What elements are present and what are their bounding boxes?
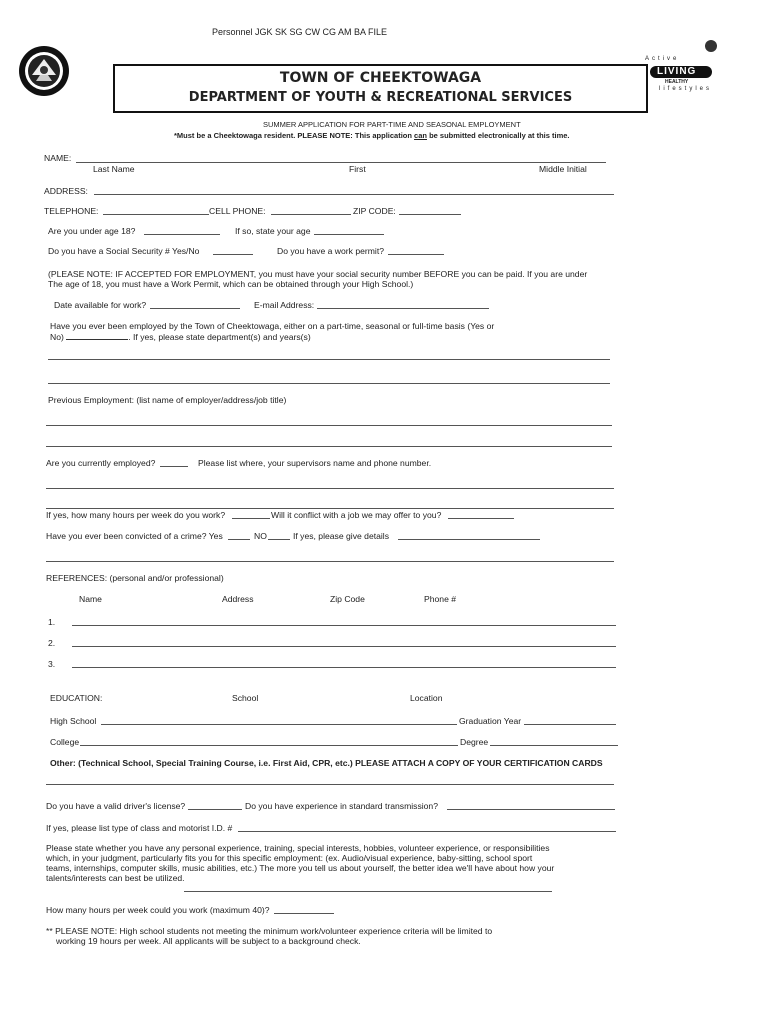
hours-per-week-question: If yes, how many hours per week do you work? <box>46 510 226 520</box>
ref-number-2: 2. <box>48 638 56 648</box>
last-name-caption: Last Name <box>93 164 135 174</box>
middle-initial-caption: Middle Initial <box>539 164 587 174</box>
telephone-label: TELEPHONE: <box>44 206 99 216</box>
cell-phone-label: CELL PHONE: <box>209 206 266 216</box>
date-available-field[interactable] <box>150 308 240 309</box>
currently-employed-field[interactable] <box>160 466 188 467</box>
transmission-question: Do you have experience in standard transmission? <box>245 801 438 811</box>
drivers-license-field[interactable] <box>188 809 242 810</box>
degree-label: Degree <box>460 737 489 747</box>
college-label: College <box>50 737 80 747</box>
graduation-year-field[interactable] <box>524 724 616 725</box>
crime-details-label: If yes, please give details <box>293 531 390 541</box>
ref-col-zip: Zip Code <box>330 594 365 604</box>
header-subtitle: SUMMER APPLICATION FOR PART-TIME AND SEASONAL EMPLOYMENT <box>263 120 521 129</box>
experience-prompt-2: which, in your judgment, particularly fits you for this specific employment: (ex. Audio/visual experience, baby-sitting, school sport <box>46 853 533 863</box>
education-label: EDUCATION: <box>50 693 103 703</box>
header-note-can: can <box>414 131 427 140</box>
experience-prompt-3: teams, internships, computer skills, music abilities, etc.) The more you tell us about yourself, the better idea we'll have about how your <box>46 863 555 873</box>
email-label: E-mail Address: <box>254 300 315 310</box>
reference-1-field[interactable] <box>72 625 616 626</box>
under-18-question: Are you under age 18? <box>48 226 136 236</box>
motorist-id-field[interactable] <box>238 831 616 832</box>
town-employment-question-2 <box>50 331 311 342</box>
routing-codes: Personnel JGK SK SG CW CG AM BA FILE <box>212 27 388 37</box>
ssn-question: Do you have a Social Security # Yes/No <box>48 246 200 256</box>
ssn-field[interactable] <box>213 254 253 255</box>
supervisor-line-1[interactable] <box>46 488 614 489</box>
degree-field[interactable] <box>490 745 618 746</box>
graduation-year-label: Graduation Year <box>459 716 522 726</box>
college-field[interactable] <box>80 745 458 746</box>
name-label: NAME: <box>44 153 72 163</box>
experience-prompt-1: Please state whether you have any personal experience, training, special interests, hobbies, volunteer experience, or responsibilities <box>46 843 550 853</box>
work-permit-question: Do you have a work permit? <box>277 246 384 256</box>
town-employment-no: No) <box>50 332 64 342</box>
transmission-field[interactable] <box>447 809 615 810</box>
date-available-label: Date available for work? <box>54 300 147 310</box>
header-note <box>174 131 570 140</box>
crime-details-line[interactable] <box>46 561 614 562</box>
high-school-label: High School <box>50 716 97 726</box>
telephone-field[interactable] <box>103 214 209 215</box>
address-field[interactable] <box>94 194 614 195</box>
conflict-field[interactable] <box>448 518 514 519</box>
location-column-label: Location <box>410 693 443 703</box>
currently-employed-question: Are you currently employed? <box>46 458 156 468</box>
town-employment-line-2[interactable] <box>48 383 610 384</box>
zip-code-label: ZIP CODE: <box>353 206 396 216</box>
other-certification-label: Other: (Technical School, Special Training Course, i.e. First Aid, CPR, etc.) PLEASE ATTACH A COPY OF YOUR CERTIFICATION CARDS <box>50 758 603 768</box>
town-seal-logo <box>18 45 70 97</box>
town-employment-field[interactable] <box>66 331 128 340</box>
final-note-line-2: working 19 hours per week. All applicants will be subject to a background check. <box>56 936 361 946</box>
ref-col-phone: Phone # <box>424 594 457 604</box>
header-note-pre: *Must be a Cheektowaga resident. PLEASE NOTE: This application <box>174 131 415 140</box>
conflict-question: Will it conflict with a job we may offer to you? <box>271 510 442 520</box>
motorist-id-question: If yes, please list type of class and motorist I.D. # <box>46 823 233 833</box>
name-field[interactable] <box>76 162 606 163</box>
ref-number-3: 3. <box>48 659 56 669</box>
reference-2-field[interactable] <box>72 646 616 647</box>
town-employment-question-1: Have you ever been employed by the Town of Cheektowaga, either on a part-time, seasonal or full-time basis (Yes or <box>50 321 495 331</box>
previous-employment-line-2[interactable] <box>46 446 612 447</box>
header-note-post: be submitted electronically at this time. <box>426 131 570 140</box>
previous-employment-label: Previous Employment: (list name of employer/address/job title) <box>48 395 287 405</box>
supervisor-label: Please list where, your supervisors name and phone number. <box>198 458 432 468</box>
reference-3-field[interactable] <box>72 667 616 668</box>
previous-employment-line-1[interactable] <box>46 425 612 426</box>
ssn-note-line-2: The age of 18, you must have a Work Permit, which can be obtained through your High School.) <box>48 279 414 289</box>
town-employment-details: . If yes, please state department(s) and years(s) <box>128 332 311 342</box>
cell-phone-field[interactable] <box>271 214 351 215</box>
header-title-town: TOWN OF CHEEKTOWAGA <box>279 70 482 86</box>
other-certification-field[interactable] <box>46 784 614 785</box>
drivers-license-question: Do you have a valid driver's license? <box>46 801 186 811</box>
crime-no-label: NO <box>254 531 267 541</box>
crime-no-field[interactable] <box>268 539 290 540</box>
hours-per-week-field[interactable] <box>232 518 270 519</box>
experience-prompt-4: talents/interests can best be utilized. <box>46 873 185 883</box>
ref-number-1: 1. <box>48 617 56 627</box>
age-field[interactable] <box>314 234 384 235</box>
logo-text-lifestyles: lifestyles <box>659 86 713 92</box>
ref-col-address: Address <box>222 594 254 604</box>
header-title-department: DEPARTMENT OF YOUTH & RECREATIONAL SERVICES <box>188 90 573 105</box>
references-label: REFERENCES: (personal and/or professional) <box>46 573 224 583</box>
crime-yes-field[interactable] <box>228 539 250 540</box>
header-box <box>113 64 648 113</box>
zip-code-field[interactable] <box>399 214 461 215</box>
high-school-field[interactable] <box>101 724 457 725</box>
hours-could-work-question: How many hours per week could you work (maximum 40)? <box>46 905 270 915</box>
supervisor-line-2[interactable] <box>46 508 614 509</box>
logo-text-healthy: HEALTHY <box>665 79 689 85</box>
crime-question: Have you ever been convicted of a crime? Yes <box>46 531 223 541</box>
ref-col-name: Name <box>79 594 102 604</box>
age-label: If so, state your age <box>235 226 311 236</box>
logo-text-living: LIVING <box>657 66 697 77</box>
logo-text-active: Active <box>645 56 680 62</box>
email-field[interactable] <box>317 308 489 309</box>
hours-could-work-field[interactable] <box>274 913 334 914</box>
under-18-field[interactable] <box>144 234 220 235</box>
ssn-note-line-1: (PLEASE NOTE: IF ACCEPTED FOR EMPLOYMENT, you must have your social security number BEFORE you can be paid. If you are under <box>48 269 588 279</box>
active-living-logo <box>643 38 723 96</box>
town-employment-line-1[interactable] <box>48 359 610 360</box>
work-permit-field[interactable] <box>388 254 444 255</box>
school-column-label: School <box>232 693 259 703</box>
address-label: ADDRESS: <box>44 186 88 196</box>
crime-details-field[interactable] <box>398 539 540 540</box>
final-note-line-1: ** PLEASE NOTE: High school students not meeting the minimum work/volunteer experience criteria will be limited to <box>46 926 493 936</box>
experience-field[interactable] <box>184 891 552 892</box>
first-name-caption: First <box>349 164 366 174</box>
